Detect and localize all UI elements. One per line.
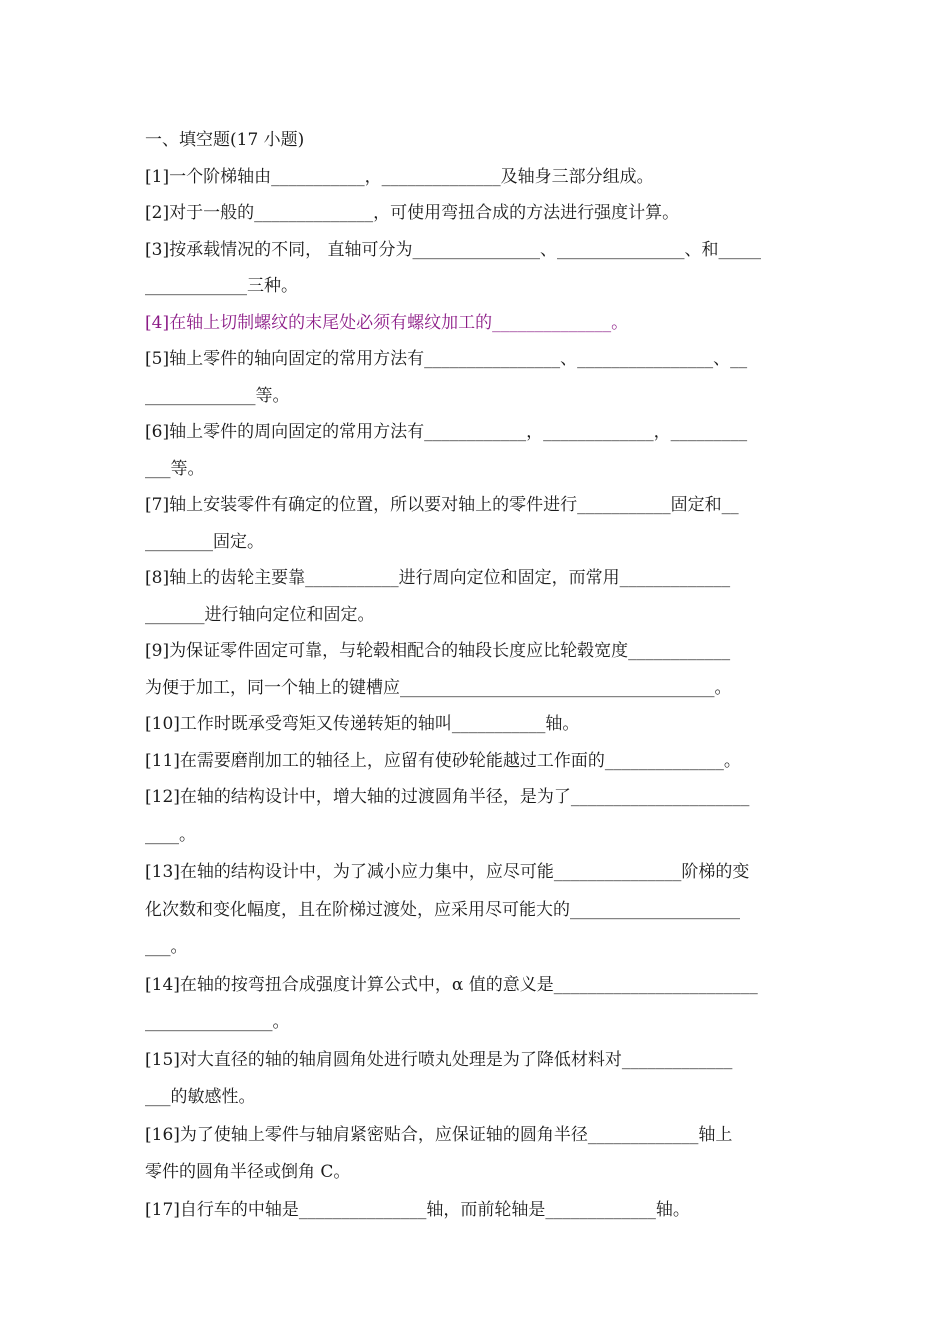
question-14-line-1: [14]在轴的按弯扭合成强度计算公式中，α 值的意义是________________________ — [145, 974, 758, 995]
question-13-line-2: 化次数和变化幅度，且在阶梯过渡处，应采用尽可能大的____________________ — [145, 899, 740, 920]
question-1: [1]一个阶梯轴由___________，______________及轴身三部分组成。 — [145, 166, 654, 187]
question-9-line-1: [9]为保证零件固定可靠，与轮毂相配合的轴段长度应比轮毂宽度____________ — [145, 641, 731, 661]
question-11: [11]在需要磨削加工的轴径上，应留有使砂轮能越过工作面的______________。 — [145, 750, 741, 771]
question-7-line-1: [7]轴上安装零件有确定的位置，所以要对轴上的零件进行___________固定和__ — [145, 495, 739, 515]
question-2: [2]对于一般的______________，可使用弯扭合成的方法进行强度计算。 — [145, 203, 680, 223]
question-6-line-2: ___等。 — [145, 458, 205, 479]
question-4: [4]在轴上切制螺纹的末尾处必须有螺纹加工的______________。 — [145, 312, 629, 333]
question-10: [10]工作时既承受弯矩又传递转矩的轴叫___________轴。 — [145, 714, 580, 734]
question-7-line-2: ________固定。 — [145, 531, 264, 552]
question-3-line-1: [3]按承载情况的不同， 直轴可分为_______________、_______________、和_____ — [145, 239, 761, 260]
question-12-line-1: [12]在轴的结构设计中，增大轴的过渡圆角半径，是为了_____________________ — [145, 787, 750, 807]
question-3-line-2: ____________三种。 — [145, 276, 298, 296]
question-16-line-2: 零件的圆角半径或倒角 C。 — [145, 1162, 351, 1182]
question-6-line-1: [6]轴上零件的周向固定的常用方法有____________，_____________，_________ — [145, 422, 748, 442]
question-16-line-1: [16]为了使轴上零件与轴肩紧密贴合，应保证轴的圆角半径_____________轴上 — [145, 1124, 733, 1145]
document-page — [145, 122, 810, 1229]
question-5-line-1: [5]轴上零件的轴向固定的常用方法有________________、________________、__ — [145, 349, 748, 369]
question-13-line-1: [13]在轴的结构设计中，为了减小应力集中，应尽可能_______________阶梯的变 — [145, 862, 750, 882]
section-title: 一、填空题(17 小题) — [145, 130, 305, 150]
question-17: [17]自行车的中轴是_______________轴，而前轮轴是_____________轴。 — [145, 1199, 690, 1220]
question-14-line-2: _______________。 — [145, 1012, 290, 1032]
question-5-line-2: _____________等。 — [145, 385, 290, 406]
question-8-line-1: [8]轴上的齿轮主要靠___________进行周向定位和固定，而常用_____________ — [145, 568, 731, 588]
question-8-line-2: _______进行轴向定位和固定。 — [145, 604, 375, 625]
question-13-line-3: ___。 — [145, 937, 188, 957]
question-12-line-2: ____。 — [145, 824, 196, 845]
question-15-line-1: [15]对大直径的轴的轴肩圆角处进行喷丸处理是为了降低材料对_____________ — [145, 1049, 733, 1070]
question-15-line-2: ___的敏感性。 — [145, 1087, 256, 1107]
question-9-line-2: 为便于加工，同一个轴上的键槽应_____________________________________。 — [145, 677, 732, 698]
